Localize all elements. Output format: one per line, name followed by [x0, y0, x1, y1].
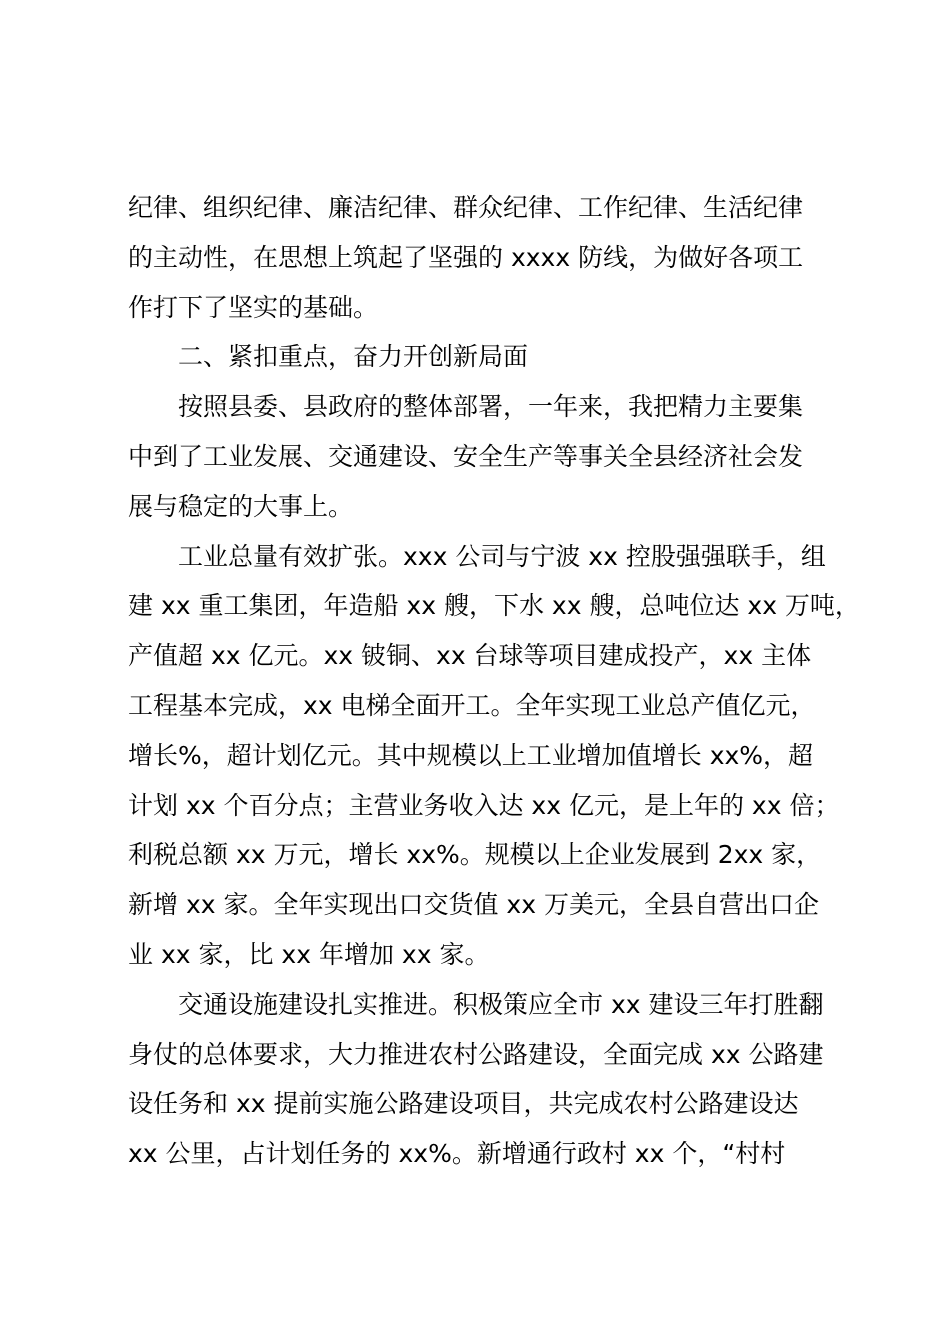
- text-line-6: 中到了工业发展、交通建设、安全生产等事关全县经济社会发: [128, 441, 804, 471]
- section-heading: 二、紧扣重点，奋力开创新局面: [178, 342, 529, 372]
- text-line-3: 作打下了坚实的基础。: [128, 292, 379, 322]
- text-line-15: 新增 xx 家。全年实现出口交货值 xx 万美元，全县自营出口企: [128, 890, 819, 920]
- document-body: [128, 183, 868, 1179]
- text-line-16: 业 xx 家，比 xx 年增加 xx 家。: [128, 939, 490, 969]
- text-line-5: 按照县委、县政府的整体部署，一年来，我把精力主要集: [178, 392, 804, 422]
- text-line-19: 设任务和 xx 提前实施公路建设项目，共完成农村公路建设达: [128, 1089, 799, 1119]
- text-line-7: 展与稳定的大事上。: [128, 491, 354, 521]
- text-line-13: 计划 xx 个百分点；主营业务收入达 xx 亿元，是上年的 xx 倍；: [128, 790, 840, 820]
- text-line-17: 交通设施建设扎实推进。积极策应全市 xx 建设三年打胜翻: [178, 989, 824, 1019]
- text-line-20: xx 公里，占计划任务的 xx%。新增通行政村 xx 个，“村村: [128, 1139, 786, 1169]
- text-line-8: 工业总量有效扩张。xxx 公司与宁波 xx 控股强强联手，组: [178, 541, 826, 571]
- text-line-10: 产值超 xx 亿元。xx 铍铜、xx 台球等项目建成投产，xx 主体: [128, 641, 812, 671]
- text-line-18: 身仗的总体要求，大力推进农村公路建设，全面完成 xx 公路建: [128, 1039, 824, 1069]
- text-line-14: 利税总额 xx 万元，增长 xx%。规模以上企业发展到 2xx 家，: [128, 840, 822, 870]
- text-line-2: 的主动性，在思想上筑起了坚强的 xxxx 防线，为做好各项工: [128, 242, 804, 272]
- text-line-12: 增长%，超计划亿元。其中规模以上工业增加值增长 xx%，超: [128, 740, 814, 770]
- text-line-1: 纪律、组织纪律、廉洁纪律、群众纪律、工作纪律、生活纪律: [128, 193, 804, 222]
- text-line-9: 建 xx 重工集团，年造船 xx 艘，下水 xx 艘，总吨位达 xx 万吨，: [128, 591, 860, 621]
- text-line-11: 工程基本完成，xx 电梯全面开工。全年实现工业总产值亿元，: [128, 690, 816, 720]
